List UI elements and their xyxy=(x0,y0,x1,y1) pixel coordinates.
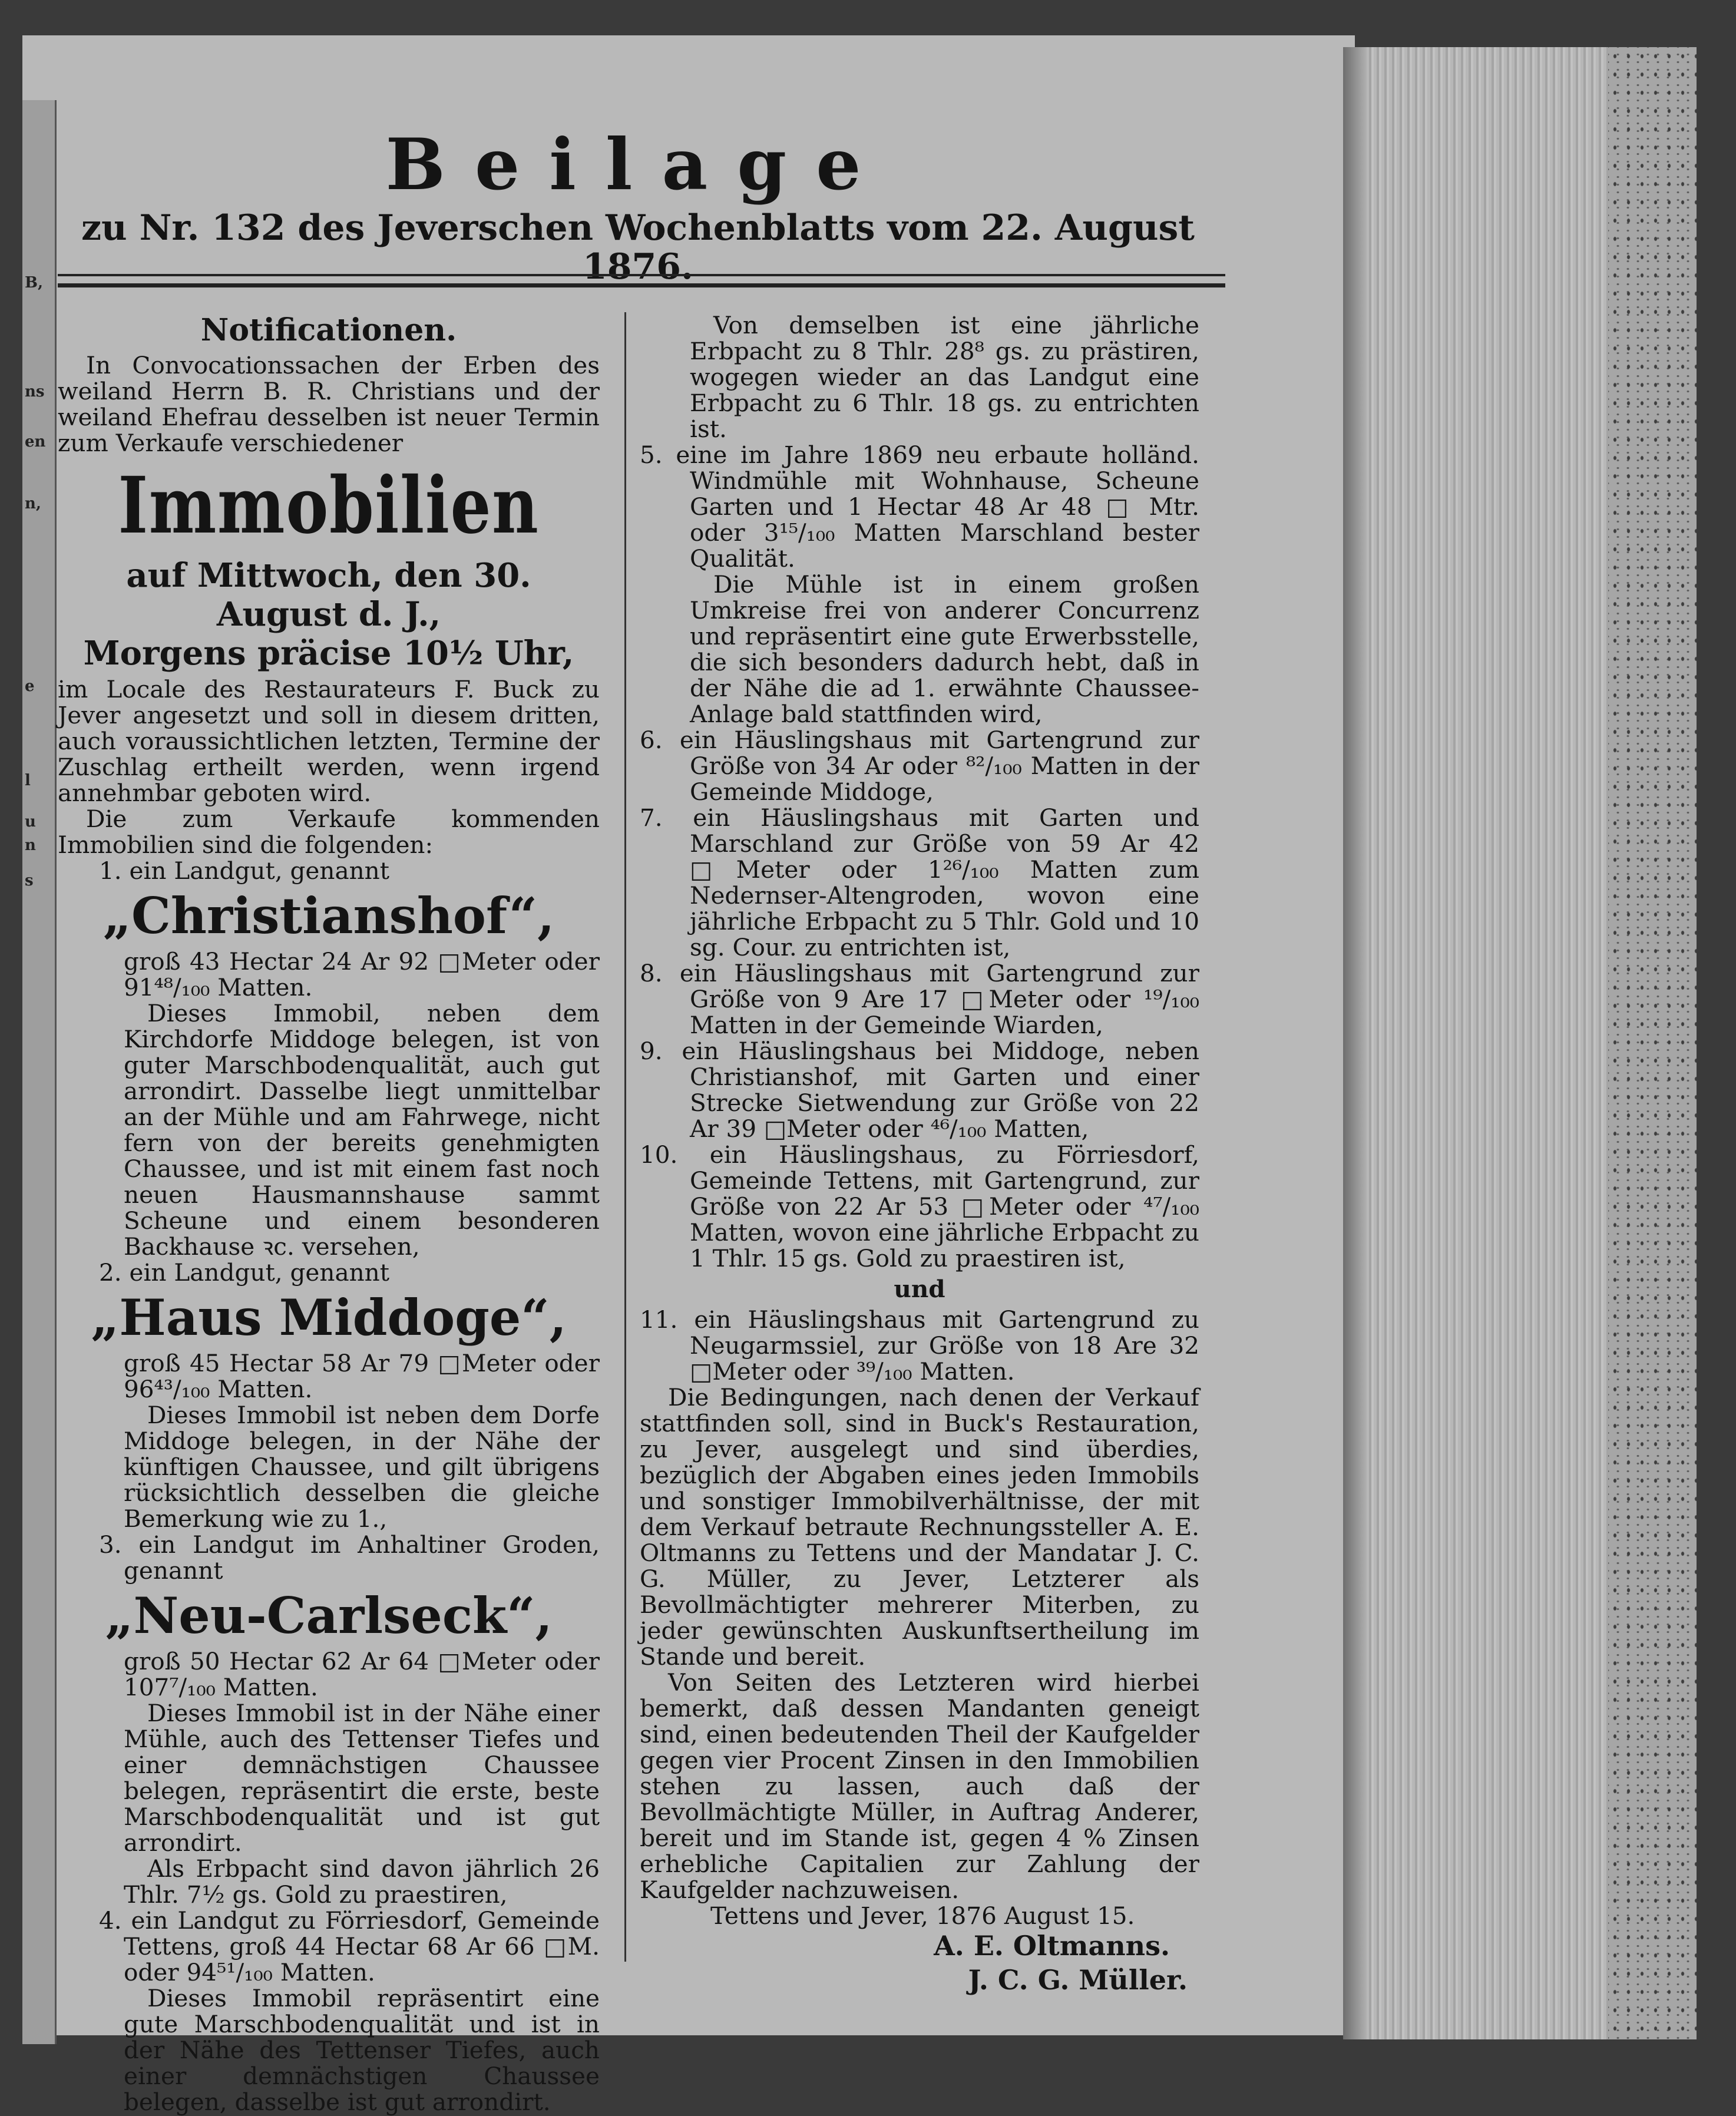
estate-description: Dieses Immobil ist neben dem Dorfe Middoge belegen, in der Nähe der künftigen Chaussee, und gilt übrigens rücksichtlich desselben die gleiche Bemerkung wie zu 1., xyxy=(124,1401,600,1533)
margin-fragment: ns xyxy=(25,383,45,401)
big-title: Immobilien xyxy=(118,460,540,551)
margin-fragment: B, xyxy=(25,274,44,292)
estate-name: „Christianshof“, xyxy=(102,887,555,945)
body-paragraph: Von demselben ist eine jährliche Erbpacht zu 8 Thlr. 28⁸ gs. zu prästiren, wogegen wieder an das Landgut eine Erbpacht zu 6 Thlr. 18 gs. zu entrichten ist. xyxy=(690,311,1199,443)
auction-time: Morgens präcise 10½ Uhr, xyxy=(83,634,574,673)
speckled-cover-edge xyxy=(1608,47,1697,2039)
body-paragraph: Die zum Verkaufe kommenden Immobilien sind die folgenden: xyxy=(58,805,600,859)
estate-size: groß 45 Hectar 58 Ar 79 □Meter oder 96⁴³/₁₀₀ Matten. xyxy=(124,1349,600,1403)
margin-fragment: u xyxy=(25,813,36,831)
masthead-subtitle: zu Nr. 132 des Jeverschen Wochenblatts vom 22. August 1876. xyxy=(81,207,1195,287)
estate-description: Dieses Immobil ist in der Nähe einer Mühle, auch des Tettenser Tiefes und einer demnächstigen Chaussee belegen, repräsentirt die erste, beste Marschbodenqualität und ist gut arrondirt. xyxy=(124,1699,600,1857)
margin-fragment: n, xyxy=(25,495,41,513)
estate-description: Dieses Immobil repräsentirt eine gute Marschbodenqualität und ist in der Nähe des Tettenser Tiefes, auch einer demnächstigen Chaussee belegen, dasselbe ist gut arrondirt. xyxy=(124,1984,600,2116)
conditions-paragraph: Die Bedingungen, nach denen der Verkauf stattfinden soll, sind in Buck's Restauration, zu Jever, ausgelegt und sind überdies, bezüglich der Abgaben eines jeden Immobils und sonstiger Immobilverhältnisse, der mit dem Verkauf betraute Rechnungssteller A. E. Oltmanns zu Tettens und der Mandatar J. C. G. Müller, zu Jever, Letzterer als Bevollmächtigter mehrerer Miterben, zu jeder gewünschten Auskunftsertheilung im Stande und bereit. xyxy=(640,1383,1199,1671)
auction-date: auf Mittwoch, den 30. August d. J., xyxy=(126,556,531,634)
estate-description: Als Erbpacht sind davon jährlich 26 Thlr. 7½ gs. Gold zu praestiren, xyxy=(124,1854,600,1909)
column-divider xyxy=(624,312,626,1962)
facing-page-edge xyxy=(22,100,57,2044)
list-item: 8. ein Häuslingshaus mit Gartengrund zur Größe von 9 Are 17 □Meter oder ¹⁹/₁₀₀ Matten in der Gemeinde Wiarden, xyxy=(640,959,1199,1039)
item-lead: 1. ein Landgut, genannt xyxy=(99,857,390,885)
signature: A. E. Oltmanns. xyxy=(934,1930,1170,1962)
body-paragraph: Die Mühle ist in einem großen Umkreise frei von anderer Concurrenz und repräsentirt eine gute Erwerbsstelle, die sich besonders dadurch hebt, daß in der Nähe die ad 1. erwähnte Chaussee-Anlage bald stattfinden wird, xyxy=(690,570,1199,728)
binding-shadow xyxy=(1343,47,1367,2039)
estate-name: „Haus Middoge“, xyxy=(91,1288,567,1347)
estate-name: „Neu-Carlseck“, xyxy=(105,1586,553,1645)
masthead-title: Beilage xyxy=(385,123,891,206)
list-item: 11. ein Häuslingshaus mit Gartengrund zu Neugarmssiel, zur Größe von 18 Are 32 □Meter oder ³⁹/₁₀₀ Matten. xyxy=(640,1305,1199,1386)
margin-fragment: l xyxy=(25,772,31,789)
margin-fragment: e xyxy=(25,677,35,695)
estate-size: groß 50 Hectar 62 Ar 64 □Meter oder 107⁷/₁₀₀ Matten. xyxy=(124,1647,600,1701)
masthead xyxy=(58,123,1218,287)
newspaper-page xyxy=(22,35,1355,2116)
margin-fragment: en xyxy=(25,433,46,451)
body-paragraph: im Locale des Restaurateurs F. Buck zu Jever angesetzt und soll in diesem dritten, auch voraussichtlichen letzten, Termine der Zuschlag ertheilt werden, wenn irgend annehmbar geboten wird. xyxy=(58,675,600,807)
list-item: 6. ein Häuslingshaus mit Gartengrund zur Größe von 34 Ar oder ⁸²/₁₀₀ Matten in der Gemeinde Middoge, xyxy=(640,726,1199,806)
item-lead: 2. ein Landgut, genannt xyxy=(99,1258,390,1287)
book-page-edges xyxy=(1343,47,1697,2039)
remark-paragraph: Von Seiten des Letzteren wird hierbei bemerkt, daß dessen Mandanten geneigt sind, einen bedeutenden Theil der Kaufgelder gegen vier Procent Zinsen in den Immobilien stehen zu lassen, auch daß der Bevollmächtigte Müller, in Auftrag Anderer, bereit und im Stande ist, gegen 4 % Zinsen erhebliche Capitalien zur Zahlung der Kaufgelder nachzuweisen. xyxy=(640,1668,1199,1904)
sign-date: Tettens und Jever, 1876 August 15. xyxy=(710,1902,1135,1930)
masthead-rule xyxy=(58,274,1225,287)
list-item: 7. ein Häuslingshaus mit Garten und Marschland zur Größe von 59 Ar 42 □Meter oder 1²⁶/₁₀₀ Matten zum Nedernser-Altengroden, wovon eine jährliche Erbpacht zu 5 Thlr. Gold und 10 sg. Cour. zu entrichten ist, xyxy=(640,804,1199,961)
margin-fragment: n xyxy=(25,837,36,854)
item-lead: 3. ein Landgut im Anhaltiner Groden, genannt xyxy=(99,1530,600,1585)
list-item: 9. ein Häuslingshaus bei Middoge, neben Christianshof, mit Garten und einer Strecke Sietwendung zur Größe von 22 Ar 39 □Meter oder ⁴⁶/₁₀₀ Matten, xyxy=(640,1037,1199,1143)
margin-fragment: s xyxy=(25,872,34,890)
list-item: 10. ein Häuslingshaus, zu Förriesdorf, Gemeinde Tettens, mit Gartengrund, zur Größe von 22 Ar 53 □Meter oder ⁴⁷/₁₀₀ Matten, wovon eine jährliche Erbpacht zu 1 Thlr. 15 gs. Gold zu praestiren ist, xyxy=(640,1140,1199,1272)
item-lead: 4. ein Landgut zu Förriesdorf, Gemeinde Tettens, groß 44 Hectar 68 Ar 66 □M. oder 94⁵¹/₁₀₀ Matten. xyxy=(99,1906,600,1986)
left-column xyxy=(58,312,600,2115)
estate-size: groß 43 Hectar 24 Ar 92 □Meter oder 91⁴⁸/₁₀₀ Matten. xyxy=(124,947,600,1001)
estate-description: Dieses Immobil, neben dem Kirchdorfe Middoge belegen, ist von guter Marschbodenqualität, auch gut arrondirt. Dasselbe liegt unmittelbar an der Mühle und am Fahrwege, nicht fern von der bereits genehmigten Chaussee, und ist mit einem fast noch neuen Hausmannshause sammt Scheune und einem besonderen Backhause ꝛc. versehen, xyxy=(124,999,600,1261)
signature: J. C. G. Müller. xyxy=(968,1964,1188,1996)
list-item: 5. eine im Jahre 1869 neu erbaute holländ. Windmühle mit Wohnhause, Scheune Garten und 1 Hectar 48 Ar 48 □ Mtr. oder 3¹⁵/₁₀₀ Matten Marschland bester Qualität. xyxy=(640,441,1199,573)
conjunction: und xyxy=(894,1275,945,1303)
intro-paragraph: In Convocationssachen der Erben des weiland Herrn B. R. Christians und der weiland Ehefrau desselben ist neuer Termin zum Verkaufe verschiedener xyxy=(58,351,600,457)
right-column xyxy=(640,312,1199,1997)
section-heading: Notificationen. xyxy=(200,312,457,348)
